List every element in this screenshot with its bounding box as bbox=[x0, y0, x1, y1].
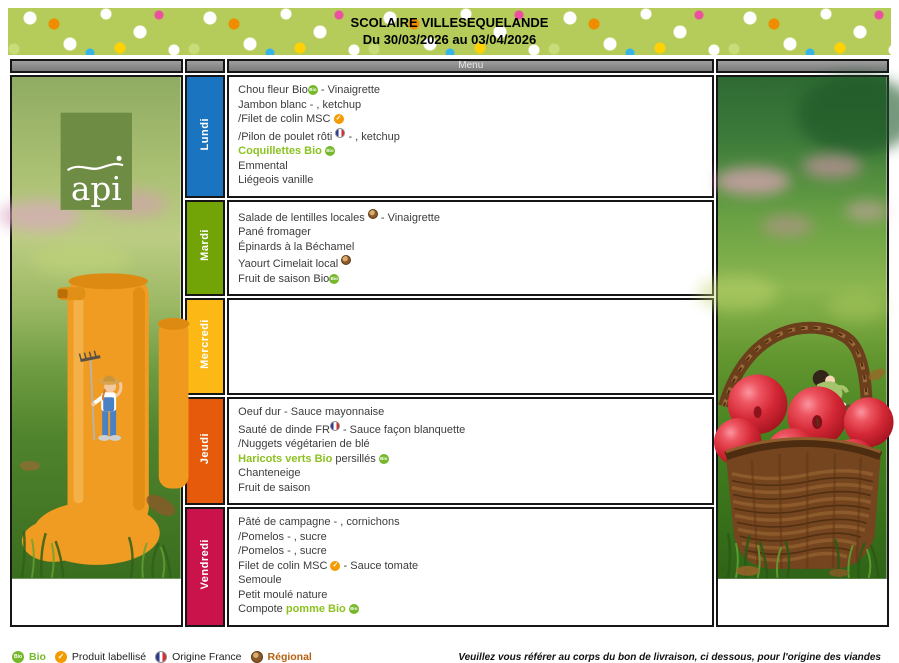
legend-label-labellise: Produit labellisé bbox=[71, 650, 147, 663]
menu-item-text: Coquillettes Bio bbox=[238, 145, 325, 157]
menu-item bbox=[238, 145, 703, 159]
menu-item bbox=[238, 209, 703, 226]
france-flag-icon bbox=[155, 651, 167, 663]
menu-items-jeudi bbox=[229, 399, 712, 503]
menu-item-text: Pâté de campagne - , cornichons bbox=[238, 516, 400, 528]
menu-item-text: Fruit de saison bbox=[238, 481, 311, 494]
menu-cell-mercredi bbox=[227, 298, 714, 395]
menu-item-text: - Sauce tomate bbox=[340, 559, 419, 572]
menu-cell-jeudi bbox=[227, 397, 714, 505]
fr-icon bbox=[330, 421, 340, 431]
menu-item bbox=[238, 174, 703, 188]
menu-item-text: Jambon blanc - , ketchup bbox=[238, 98, 362, 111]
menu-item-text: Compote bbox=[238, 603, 286, 615]
menu-header-right-cell bbox=[716, 59, 889, 73]
left-photo-art bbox=[12, 77, 181, 579]
menu-item bbox=[238, 128, 703, 145]
legend-label-regional: Régional bbox=[267, 650, 312, 663]
menu-item-text: Pané fromager bbox=[238, 226, 311, 238]
day-label-text: Mardi bbox=[198, 229, 211, 262]
menu-item bbox=[238, 421, 703, 438]
menu-item-text: - Vinaigrette bbox=[317, 84, 381, 96]
msc-icon: ✓ bbox=[334, 114, 344, 124]
menu-item-text: Épinards à la Béchamel bbox=[238, 240, 355, 253]
menu-item-text: Emmental bbox=[238, 159, 288, 172]
menu-item bbox=[238, 406, 703, 420]
day-label-lundi bbox=[185, 75, 226, 198]
day-label-vendredi bbox=[185, 507, 226, 627]
regional-icon bbox=[251, 651, 263, 663]
footer-note: Veuillez vous référer au corps du bon de livraison, ci dessous, pour l'origine des viandes bbox=[458, 651, 881, 663]
menu-item bbox=[238, 574, 703, 588]
menu-item-text: Yaourt Cimelait local bbox=[238, 258, 342, 270]
menu-table bbox=[8, 57, 891, 629]
menu-item-text: /Pilon de poulet rôti bbox=[238, 130, 336, 143]
day-label-mercredi bbox=[185, 298, 226, 395]
regional-icon bbox=[368, 209, 378, 219]
svg-text:api: api bbox=[70, 169, 122, 208]
day-label-text: Jeudi bbox=[198, 432, 211, 465]
menu-item-text: /Filet de colin MSC bbox=[238, 113, 334, 125]
menu-item-text: Salade de lentilles locales bbox=[238, 211, 368, 224]
menu-item-text: Oeuf dur - Sauce mayonnaise bbox=[238, 406, 385, 418]
basket-art bbox=[726, 438, 881, 568]
menu-item bbox=[238, 453, 703, 467]
menu-items-mercredi bbox=[229, 300, 712, 314]
menu-item-text: Chanteneige bbox=[238, 467, 301, 479]
menu-item-text: /Pomelos - , sucre bbox=[238, 545, 327, 557]
api-logo bbox=[61, 113, 132, 210]
footer bbox=[8, 651, 891, 663]
menu-item-text: - Sauce façon blanquette bbox=[339, 423, 466, 436]
menu-header-row bbox=[10, 59, 889, 73]
menu-item-text: /Pomelos - , sucre bbox=[238, 530, 327, 543]
menu-item bbox=[238, 438, 703, 452]
right-photo-art bbox=[718, 77, 887, 579]
menu-item-text: Semoule bbox=[238, 574, 282, 586]
right-photo bbox=[716, 75, 889, 627]
fr-icon bbox=[335, 128, 345, 138]
menu-item bbox=[238, 603, 703, 617]
menu-item bbox=[238, 241, 703, 255]
menu-items-lundi bbox=[229, 77, 712, 196]
menu-item-text: Liégeois vanille bbox=[238, 174, 314, 186]
menu-item bbox=[238, 482, 703, 496]
menu-cell-vendredi bbox=[227, 507, 714, 627]
menu-item bbox=[238, 589, 703, 603]
menu-item bbox=[238, 560, 703, 574]
menu-items-vendredi bbox=[229, 509, 712, 625]
menu-item bbox=[238, 99, 703, 113]
menu-header-left-cell bbox=[10, 59, 183, 73]
menu-item-text: Haricots verts Bio bbox=[238, 452, 333, 465]
date-range: Du 30/03/2026 au 03/04/2026 bbox=[362, 31, 537, 47]
legend bbox=[12, 651, 316, 663]
menu-item bbox=[238, 160, 703, 174]
menu-item bbox=[238, 255, 703, 272]
bio-icon: Bio bbox=[308, 85, 318, 95]
day-label-text: Mercredi bbox=[198, 319, 211, 369]
menu-item-text: Fruit de saison Bio bbox=[238, 272, 330, 285]
day-label-text: Lundi bbox=[198, 117, 211, 150]
menu-item-text: Petit moulé nature bbox=[238, 588, 328, 601]
menu-item-text: Filet de colin MSC bbox=[238, 559, 331, 572]
menu-item-text: persillés bbox=[332, 452, 379, 465]
menu-cell-lundi bbox=[227, 75, 714, 198]
menu-item-text: pomme Bio bbox=[285, 603, 349, 615]
menu-item bbox=[238, 467, 703, 481]
legend-label-bio: Bio bbox=[29, 650, 46, 663]
menu-header-day-cell bbox=[185, 59, 226, 73]
bio-icon: Bio bbox=[325, 146, 335, 156]
bio-icon: Bio bbox=[379, 454, 389, 464]
legend-label-origine-france: Origine France bbox=[172, 650, 242, 663]
menu-item bbox=[238, 531, 703, 545]
menu-cell-mardi bbox=[227, 200, 714, 297]
menu-item-text: - , ketchup bbox=[345, 130, 400, 143]
menu-item bbox=[238, 273, 703, 287]
menu-item bbox=[238, 545, 703, 559]
left-photo bbox=[10, 75, 183, 627]
menu-item-text: Sauté de dinde FR bbox=[238, 423, 330, 436]
day-label-jeudi bbox=[185, 397, 226, 505]
day-label-mardi bbox=[185, 200, 226, 297]
day-label-text: Vendredi bbox=[198, 539, 211, 590]
menu-item-text: /Nuggets végétarien de blé bbox=[238, 438, 370, 450]
header-band bbox=[8, 8, 891, 55]
menu-item bbox=[238, 84, 703, 98]
page-title: SCOLAIRE VILLESEQUELANDE bbox=[350, 14, 549, 30]
menu-item bbox=[238, 113, 703, 127]
menu-item-text: Chou fleur Bio bbox=[238, 84, 308, 96]
bio-icon: Bio bbox=[12, 651, 24, 663]
bio-icon: Bio bbox=[329, 274, 339, 284]
menu-item bbox=[238, 516, 703, 530]
regional-icon bbox=[341, 255, 351, 265]
label-icon: ✓ bbox=[55, 651, 67, 663]
msc-icon: ✓ bbox=[330, 561, 340, 571]
menu-header-label: Menu bbox=[227, 59, 714, 73]
menu-items-mardi bbox=[229, 202, 712, 295]
menu-item bbox=[238, 226, 703, 240]
menu-item-text: - Vinaigrette bbox=[377, 211, 440, 224]
bio-icon: Bio bbox=[349, 604, 359, 614]
